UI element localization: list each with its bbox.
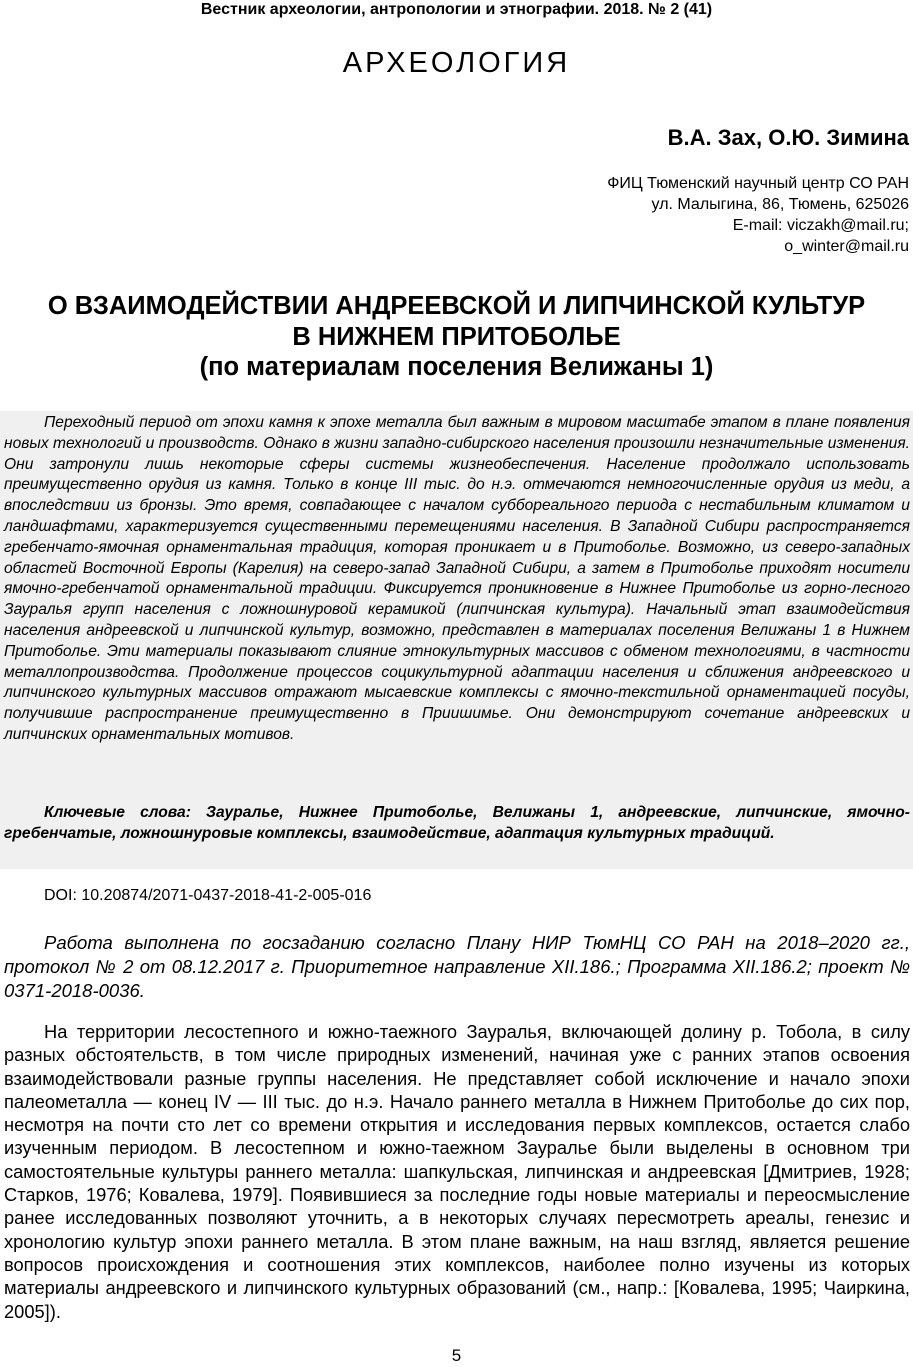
doi: DOI: 10.20874/2071-0437-2018-41-2-005-016 [44, 887, 372, 904]
page-number: 5 [451, 1346, 462, 1365]
article-title-line-2: В НИЖНЕМ ПРИТОБОЛЬЕ [292, 322, 621, 351]
affiliation-email-2: o_winter@mail.ru [784, 238, 909, 255]
affiliation-org: ФИЦ Тюменский научный центр СО РАН [607, 175, 909, 192]
article-title [0, 291, 913, 383]
article-title-line-3: (по материалам поселения Велижаны 1) [199, 353, 714, 381]
affiliation [607, 173, 909, 257]
affiliation-email-1: E-mail: viczakh@mail.ru; [732, 217, 909, 234]
body-paragraph: На территории лесостепного и южно-таежного Зауралья, включающей долину р. Тобола, в силу разных обстоятельств, в том числе природных изменений, начиная уже с ранних этапов освоения взаимодействовали разные группы населения. Не представляет собой исключение и начало эпохи палеометалла — конец IV — III тыс. до н.э. Начало раннего металла в Нижнем Притоболье до сих пор, несмотря на почти сто лет со времени открытия и исследования первых комплексов, остается слабо изученным периодом. В лесостепном и южно-таежном Зауралье были выделены в основном три самостоятельные культуры раннего металла: шапкульская, липчинская и андреевская [Дмитриев, 1928; Старков, 1976; Ковалева, 1979]. Появившиеся за последние годы новые материалы и переосмысление ранее исследованных позволяют уточнить, а в некоторых случаях пересмотреть ареалы, генезис и хронологию культур эпохи раннего металла. В этом плане важным, на наш взгляд, является решение вопросов происхождения и соотношения этих комплексов, наиболее полно изучены из которых материалы андреевского и липчинского культурных образований (см., напр.: [Ковалева, 1995; Чаиркина, 2005]). [4, 1021, 910, 1322]
affiliation-address: ул. Малыгина, 86, Тюмень, 625026 [651, 196, 909, 213]
funding-note: Работа выполнена по госзаданию согласно Плану НИР ТюмНЦ СО РАН на 2018–2020 гг., протокол № 2 от 08.12.2017 г. Приоритетное направление XII.186.; Программа XII.186.2; проект № 0371-2018-0036. [4, 932, 910, 1001]
article-title-line-1: О ВЗАИМОДЕЙСТВИИ АНДРЕЕВСКОЙ И ЛИПЧИНСКОЙ КУЛЬТУР [47, 292, 866, 320]
authors: В.А. Зах, О.Ю. Зимина [667, 125, 909, 150]
abstract-block [0, 411, 913, 869]
keywords: Ключевые слова: Зауралье, Нижнее Притоболье, Велижаны 1, андреевские, липчинские, ямочно-гребенчатые, ложношнуровые комплексы, взаимодействие, адаптация культурных традиций. [4, 804, 910, 842]
journal-header: Вестник археологии, антропологии и этнографии. 2018. № 2 (41) [200, 1, 713, 18]
abstract: Переходный период от эпохи камня к эпохе металла был важным в мировом масштабе этапом в плане появления новых технологий и производств. Однако в жизни западно-сибирского населения произошли незначительные изменения. Они затронули лишь некоторые сферы системы жизнеобеспечения. Население продолжало использовать преимущественно орудия из камня. Только в конце III тыс. до н.э. отмечаются немногочисленные орудия из меди, а впоследствии из бронзы. Это время, совпадающее с началом суббореального периода с нестабильным климатом и ландшафтами, характеризуется существенными перемещениями населения. В Западной Сибири распространяется гребенчато-ямочная орнаментальная традиция, которая проникает и в Притоболье. Возможно, из северо-западных областей Восточной Европы (Карелия) на северо-запад Западной Сибири, а затем в Притоболье приходят носители ямочно-гребенчатой орнаментальной традиции. Фиксируется проникновение в Нижнее Притоболье из горно-лесного Зауралья групп населения с ложношнуровой керамикой (липчинская культура). Начальный этап взаимодействия населения андреевской и липчинской культур, возможно, представлен в материалах поселения Велижаны 1 в Нижнем Притоболье. Эти материалы показывают слияние этнокультурных массивов с обменом технологиями, в частности металлопроизводства. Продолжение процессов социкультурной адаптации населения и сближения андреевского и липчинского культурных массивов отражают мысаевские комплексы с ямочно-текстильной орнаментацией посуды, получившие распространение преимущественно в Приишимье. Они демонстрируют сочетание андреевских и липчинских орнаментальных мотивов. [4, 414, 910, 743]
section-title: АРХЕОЛОГИЯ [342, 47, 571, 79]
